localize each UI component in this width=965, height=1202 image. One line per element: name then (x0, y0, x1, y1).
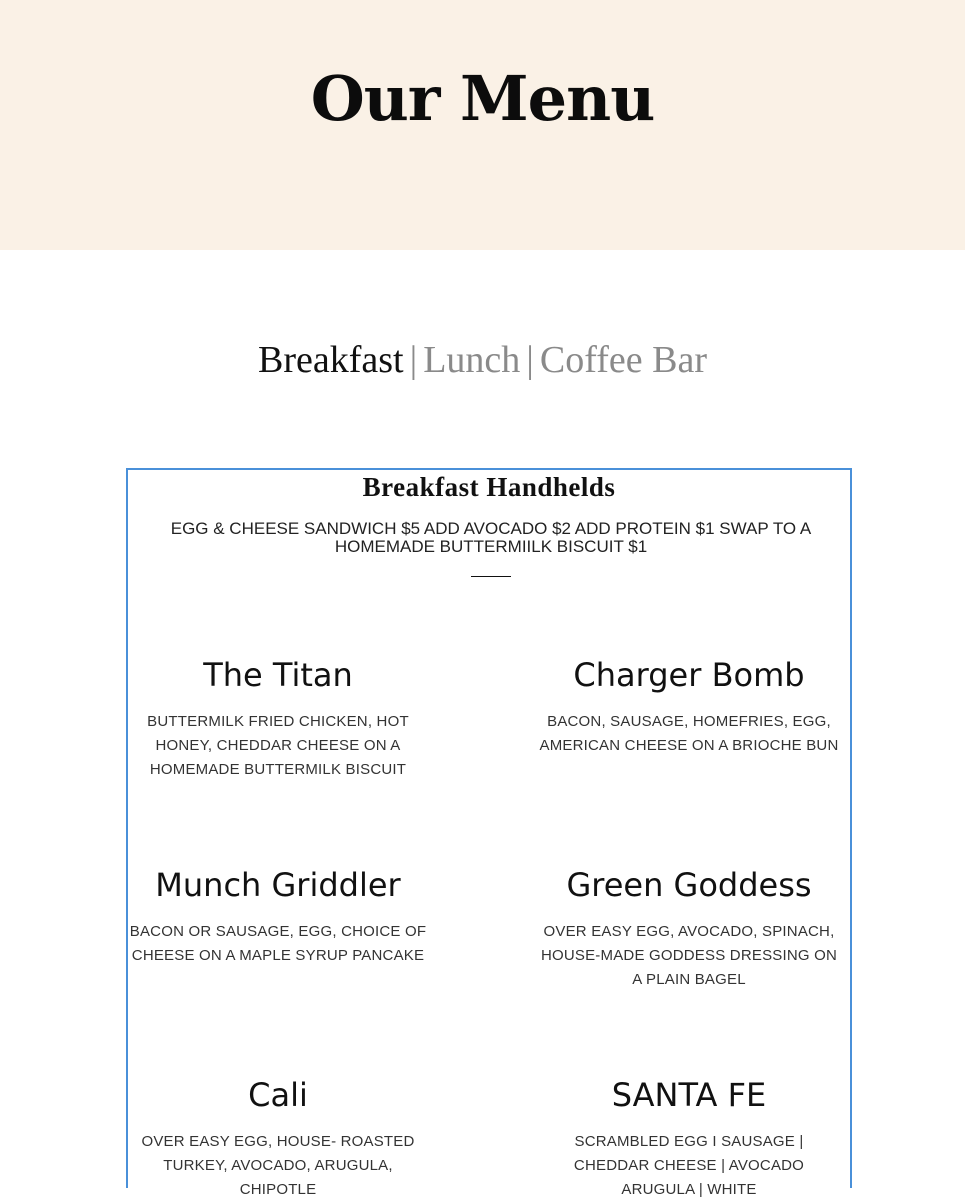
tab-separator: | (526, 339, 534, 381)
tab-coffee-bar[interactable]: Coffee Bar (539, 339, 707, 381)
section-note: EGG & CHEESE SANDWICH $5 ADD AVOCADO $2 ADD PROTEIN $1 SWAP TO A HOMEMADE BUTTERMIILK BISCUIT $1 (170, 519, 812, 556)
menu-item-name: Munch Griddler (155, 866, 401, 904)
tab-lunch[interactable]: Lunch (423, 339, 521, 381)
menu-item-description: BUTTERMILK FRIED CHICKEN, HOT HONEY, CHEDDAR CHEESE ON A HOMEMADE BUTTERMILK BISCUIT (147, 713, 409, 778)
menu-tabs (0, 338, 965, 382)
menu-item-description: BACON OR SAUSAGE, EGG, CHOICE OF CHEESE ON A MAPLE SYRUP PANCAKE (129, 923, 427, 964)
menu-item-name: Charger Bomb (573, 656, 805, 694)
tab-breakfast[interactable]: Breakfast (258, 339, 404, 381)
divider (471, 576, 511, 577)
menu-item-name: SANTA FE (611, 1076, 767, 1114)
menu-item-description: SCRAMBLED EGG I SAUSAGE | CHEDDAR CHEESE | AVOCADO ARUGULA | WHITE (573, 1133, 805, 1198)
menu-item (539, 656, 839, 758)
page-title: Our Menu (310, 62, 655, 135)
menu-item (128, 1076, 428, 1202)
menu-item-name: Green Goddess (566, 866, 812, 904)
hero-banner (0, 0, 965, 250)
menu-item-description: BACON, SAUSAGE, HOMEFRIES, EGG, AMERICAN CHEESE ON A BRIOCHE BUN (539, 713, 839, 754)
menu-item-description: OVER EASY EGG, HOUSE- ROASTED TURKEY, AVOCADO, ARUGULA, CHIPOTLE (141, 1133, 415, 1198)
menu-item (539, 866, 839, 992)
menu-item (128, 866, 428, 968)
menu-item (539, 1076, 839, 1202)
menu-item-description: OVER EASY EGG, AVOCADO, SPINACH, HOUSE-MADE GODDESS DRESSING ON A PLAIN BAGEL (540, 923, 838, 988)
menu-item-name: Cali (248, 1076, 308, 1114)
menu-item (128, 656, 428, 782)
section-title: Breakfast Handhelds (362, 472, 616, 502)
menu-section-panel (126, 468, 852, 1198)
tab-separator: | (409, 339, 418, 381)
menu-item-name: The Titan (203, 656, 353, 694)
